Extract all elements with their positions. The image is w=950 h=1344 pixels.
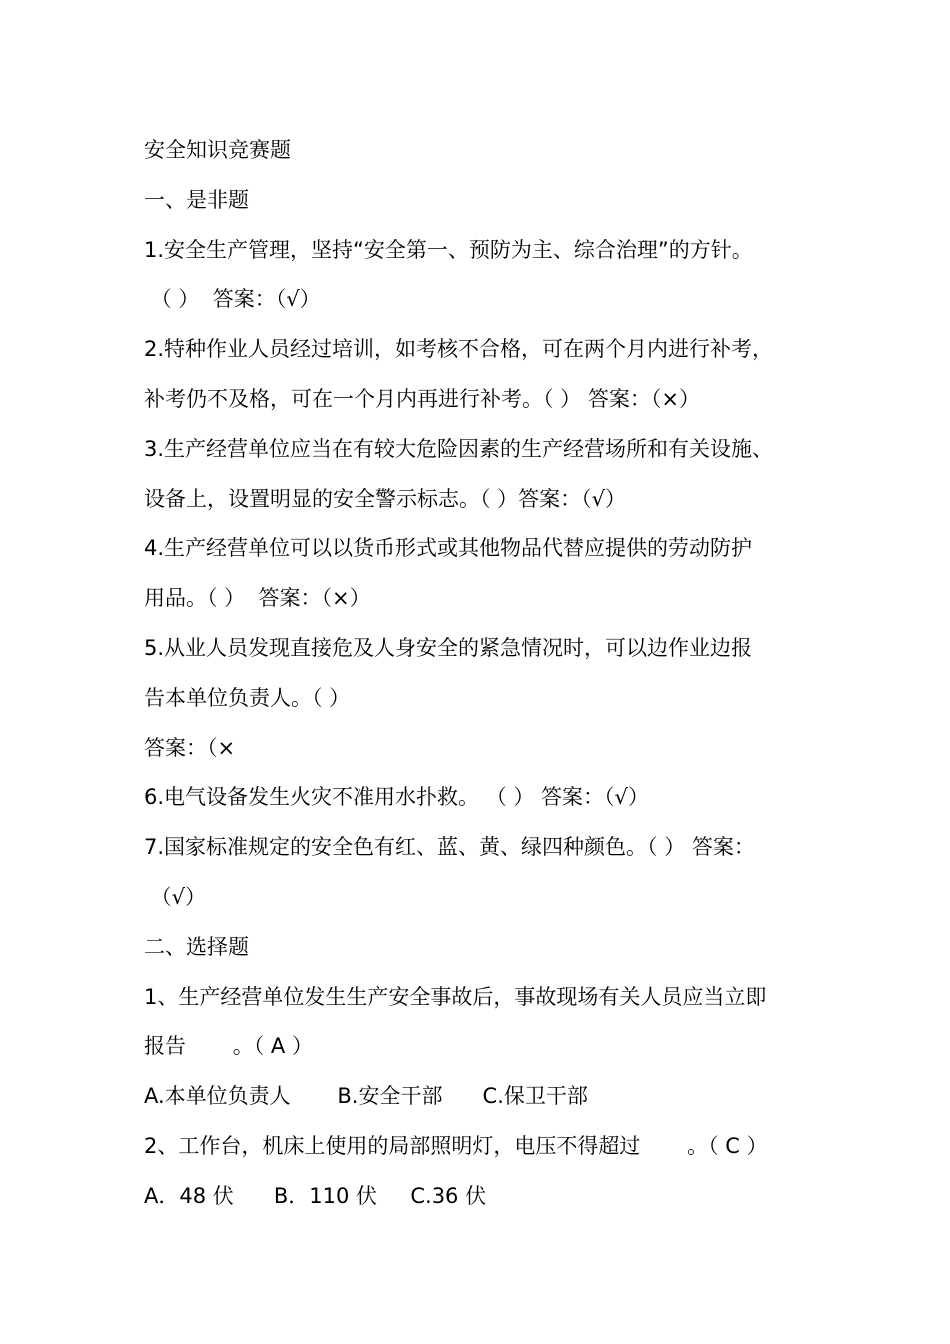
question-line: 1.安全生产管理，坚持“安全第一、预防为主、综合治理”的方针。 <box>144 237 753 262</box>
options-line: A．48 伏 B．110 伏 C.36 伏 <box>144 1183 487 1208</box>
question-line: 4.生产经营单位可以以货币形式或其他物品代替应提供的劳动防护 <box>144 536 753 561</box>
answer-line: （ ） 答案：（√） <box>144 287 321 312</box>
answer-line: 答案：（× <box>144 735 236 760</box>
section-heading-true-false: 一、是非题 <box>144 187 249 212</box>
question-line: 设备上，设置明显的安全警示标志。（ ）答案：（√） <box>144 486 627 511</box>
question-line: 2、工作台，机床上使用的局部照明灯，电压不得超过 。（ C ） <box>144 1133 768 1158</box>
section-heading-multiple-choice: 二、选择题 <box>144 934 249 959</box>
question-line: 7.国家标准规定的安全色有红、蓝、黄、绿四种颜色。（ ） 答案： <box>144 835 755 860</box>
question-line: 3.生产经营单位应当在有较大危险因素的生产经营场所和有关设施、 <box>144 436 774 461</box>
question-line: 5.从业人员发现直接危及人身安全的紧急情况时，可以边作业边报 <box>144 635 753 660</box>
question-line: 6.电气设备发生火灾不准用水扑救。 （ ） 答案：（√） <box>144 785 649 810</box>
question-line: 告本单位负责人。（ ） <box>144 685 351 710</box>
document-body <box>144 126 834 1222</box>
answer-line: （√） <box>144 884 207 909</box>
question-line: 补考仍不及格，可在一个月内再进行补考。（ ） 答案：（×） <box>144 386 700 411</box>
question-line: 1、生产经营单位发生生产安全事故后，事故现场有关人员应当立即 <box>144 984 767 1009</box>
options-line: A.本单位负责人 B.安全干部 C.保卫干部 <box>144 1084 588 1109</box>
question-line: 2.特种作业人员经过培训，如考核不合格，可在两个月内进行补考， <box>144 337 774 362</box>
document-title: 安全知识竞赛题 <box>144 138 291 162</box>
question-line: 用品。（ ） 答案：（×） <box>144 586 371 611</box>
question-line: 报告 。（ A ） <box>144 1034 313 1059</box>
